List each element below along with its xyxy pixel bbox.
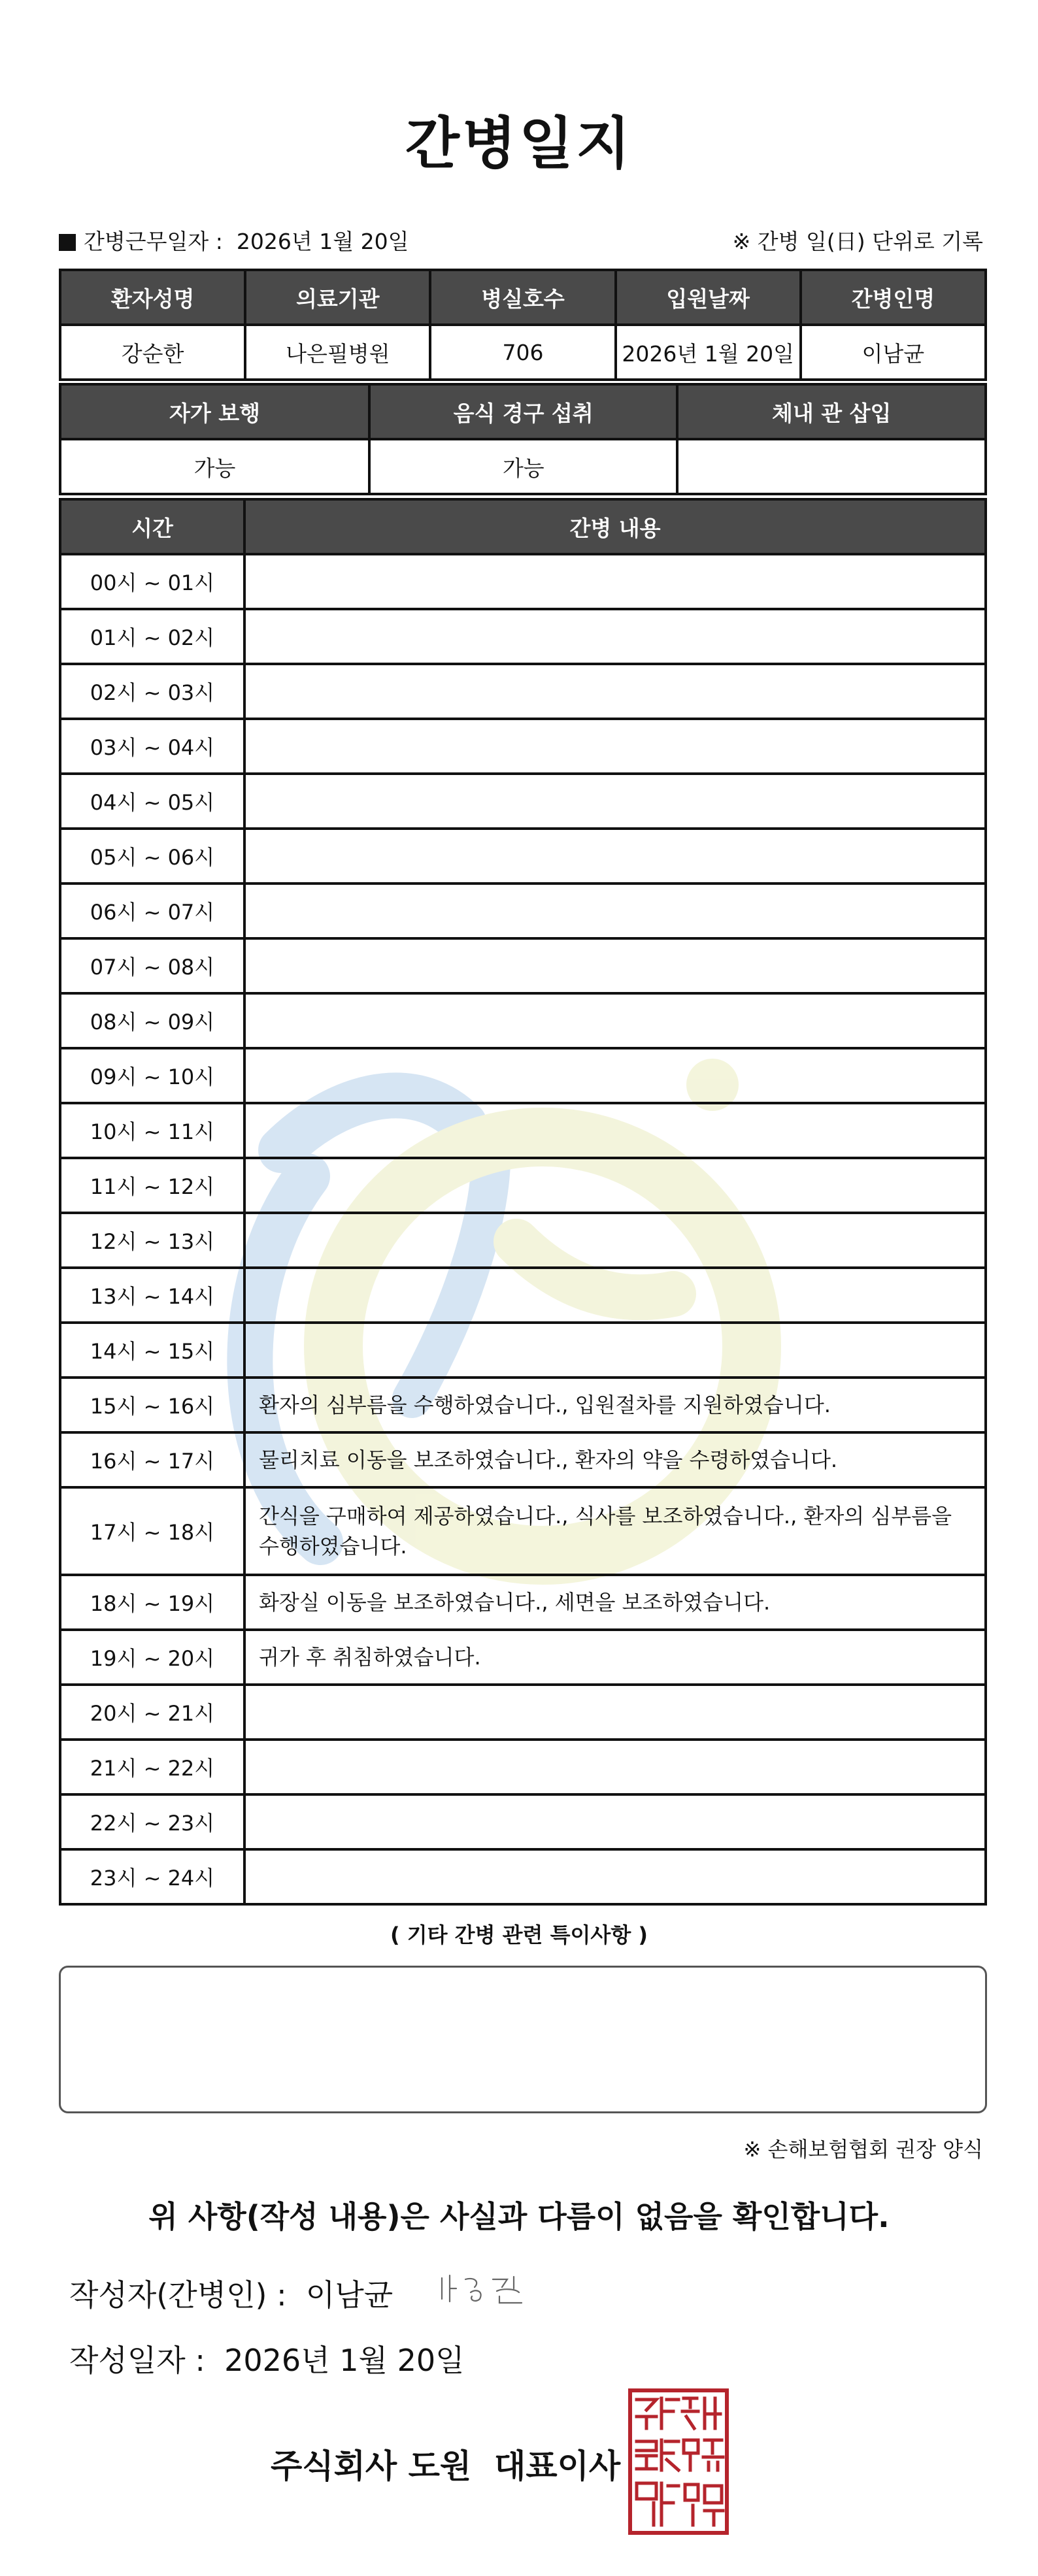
log-row <box>60 664 986 719</box>
log-row <box>60 719 986 774</box>
log-row <box>60 829 986 883</box>
time-slot-cell: 09시 ~ 10시 <box>60 1048 244 1103</box>
info-value-cell: 강순한 <box>60 325 245 380</box>
care-note-cell <box>244 1103 986 1158</box>
status-value-row <box>60 439 986 494</box>
time-slot-cell: 18시 ~ 19시 <box>60 1575 244 1630</box>
time-slot-cell: 01시 ~ 02시 <box>60 609 244 664</box>
work-date <box>59 225 409 256</box>
time-slot-cell: 22시 ~ 23시 <box>60 1794 244 1849</box>
care-note-cell <box>244 554 986 609</box>
company-seal-stamp <box>628 2388 729 2535</box>
time-header: 시간 <box>60 499 244 554</box>
writer-label: 작성자(간병인) : <box>69 2277 287 2313</box>
care-note-cell <box>244 1685 986 1740</box>
time-slot-cell: 12시 ~ 13시 <box>60 1213 244 1268</box>
time-slot-cell: 06시 ~ 07시 <box>60 883 244 938</box>
log-row <box>60 1685 986 1740</box>
log-header-row <box>60 499 986 554</box>
time-slot-cell: 00시 ~ 01시 <box>60 554 244 609</box>
status-value-cell: 가능 <box>369 439 678 494</box>
time-slot-cell: 11시 ~ 12시 <box>60 1158 244 1213</box>
log-row <box>60 1213 986 1268</box>
square-bullet-icon <box>59 234 76 251</box>
info-header-row <box>60 270 986 325</box>
signature-image <box>437 2269 541 2308</box>
written-date-label: 작성일자 : <box>69 2343 205 2378</box>
care-note-cell <box>244 1048 986 1103</box>
log-row <box>60 1103 986 1158</box>
status-header-cell: 음식 경구 섭취 <box>369 384 678 439</box>
time-slot-cell: 15시 ~ 16시 <box>60 1378 244 1432</box>
confirm-statement: 위 사항(작성 내용)은 사실과 다름이 없음을 확인합니다. <box>148 2199 890 2234</box>
log-row <box>60 1378 986 1432</box>
status-header-cell: 체내 관 삽입 <box>677 384 986 439</box>
log-row <box>60 1432 986 1487</box>
work-date-value: 2026년 1월 20일 <box>236 229 409 254</box>
log-row <box>60 1630 986 1685</box>
log-row <box>60 993 986 1048</box>
time-slot-cell: 23시 ~ 24시 <box>60 1849 244 1904</box>
care-note-cell: 간식을 구매하여 제공하였습니다., 식사를 보조하였습니다., 환자의 심부름을 수행하였습니다. <box>244 1487 986 1575</box>
time-slot-cell: 02시 ~ 03시 <box>60 664 244 719</box>
status-header-cell: 자가 보행 <box>60 384 369 439</box>
care-note-cell <box>244 609 986 664</box>
time-slot-cell: 14시 ~ 15시 <box>60 1323 244 1378</box>
care-log-table <box>59 498 987 1906</box>
time-slot-cell: 13시 ~ 14시 <box>60 1268 244 1323</box>
form-source-note: ※ 손해보험협회 권장 양식 <box>743 2137 983 2162</box>
remarks-box <box>59 1966 987 2113</box>
log-row <box>60 1048 986 1103</box>
care-note-cell <box>244 883 986 938</box>
work-date-label: 간병근무일자 : <box>84 229 223 254</box>
info-header-cell: 병실호수 <box>430 270 615 325</box>
info-header-cell: 입원날짜 <box>616 270 801 325</box>
log-row <box>60 938 986 993</box>
info-value-cell: 나은필병원 <box>245 325 430 380</box>
written-date-value: 2026년 1월 20일 <box>224 2343 465 2378</box>
care-note-cell <box>244 1323 986 1378</box>
log-row <box>60 554 986 609</box>
time-slot-cell: 03시 ~ 04시 <box>60 719 244 774</box>
care-note-cell <box>244 774 986 829</box>
writer-name: 이남균 <box>305 2277 393 2313</box>
log-row <box>60 1158 986 1213</box>
log-row <box>60 1740 986 1794</box>
company-name: 주식회사 도원 대표이사 <box>271 2447 621 2485</box>
status-value-cell: 가능 <box>60 439 369 494</box>
written-date-line <box>69 2337 465 2380</box>
page-title: 간병일지 <box>405 111 633 176</box>
status-value-cell <box>677 439 986 494</box>
care-note-cell <box>244 1213 986 1268</box>
log-row <box>60 1849 986 1904</box>
info-value-cell: 2026년 1월 20일 <box>616 325 801 380</box>
care-content-header: 간병 내용 <box>244 499 986 554</box>
log-row <box>60 1323 986 1378</box>
writer-line <box>69 2271 393 2315</box>
time-slot-cell: 21시 ~ 22시 <box>60 1740 244 1794</box>
time-slot-cell: 08시 ~ 09시 <box>60 993 244 1048</box>
time-slot-cell: 20시 ~ 21시 <box>60 1685 244 1740</box>
care-note-cell <box>244 938 986 993</box>
remarks-title: ( 기타 간병 관련 특이사항 ) <box>390 1923 648 1947</box>
care-note-cell <box>244 1268 986 1323</box>
care-note-cell <box>244 1794 986 1849</box>
status-header-row <box>60 384 986 439</box>
time-slot-cell: 07시 ~ 08시 <box>60 938 244 993</box>
info-header-cell: 간병인명 <box>801 270 986 325</box>
info-header-cell: 의료기관 <box>245 270 430 325</box>
info-value-row <box>60 325 986 380</box>
care-note-cell: 화장실 이동을 보조하였습니다., 세면을 보조하였습니다. <box>244 1575 986 1630</box>
patient-info-table <box>59 269 987 381</box>
care-note-cell <box>244 993 986 1048</box>
time-slot-cell: 16시 ~ 17시 <box>60 1432 244 1487</box>
care-note-cell: 환자의 심부름을 수행하였습니다., 입원절차를 지원하였습니다. <box>244 1378 986 1432</box>
care-note-cell <box>244 1849 986 1904</box>
care-note-cell <box>244 829 986 883</box>
time-slot-cell: 19시 ~ 20시 <box>60 1630 244 1685</box>
info-header-cell: 환자성명 <box>60 270 245 325</box>
care-note-cell <box>244 719 986 774</box>
care-note-cell: 물리치료 이동을 보조하였습니다., 환자의 약을 수령하였습니다. <box>244 1432 986 1487</box>
log-row <box>60 1487 986 1575</box>
care-note-cell <box>244 1740 986 1794</box>
log-row <box>60 883 986 938</box>
log-row <box>60 774 986 829</box>
log-body <box>60 554 986 1904</box>
time-slot-cell: 10시 ~ 11시 <box>60 1103 244 1158</box>
care-note-cell <box>244 664 986 719</box>
info-value-cell: 706 <box>430 325 615 380</box>
time-slot-cell: 17시 ~ 18시 <box>60 1487 244 1575</box>
log-row <box>60 1268 986 1323</box>
unit-note: ※ 간병 일(日) 단위로 기록 <box>732 229 983 254</box>
care-note-cell <box>244 1158 986 1213</box>
time-slot-cell: 05시 ~ 06시 <box>60 829 244 883</box>
log-row <box>60 609 986 664</box>
time-slot-cell: 04시 ~ 05시 <box>60 774 244 829</box>
care-note-cell: 귀가 후 취침하였습니다. <box>244 1630 986 1685</box>
log-row <box>60 1794 986 1849</box>
info-value-cell: 이남균 <box>801 325 986 380</box>
log-row <box>60 1575 986 1630</box>
patient-status-table <box>59 383 987 495</box>
